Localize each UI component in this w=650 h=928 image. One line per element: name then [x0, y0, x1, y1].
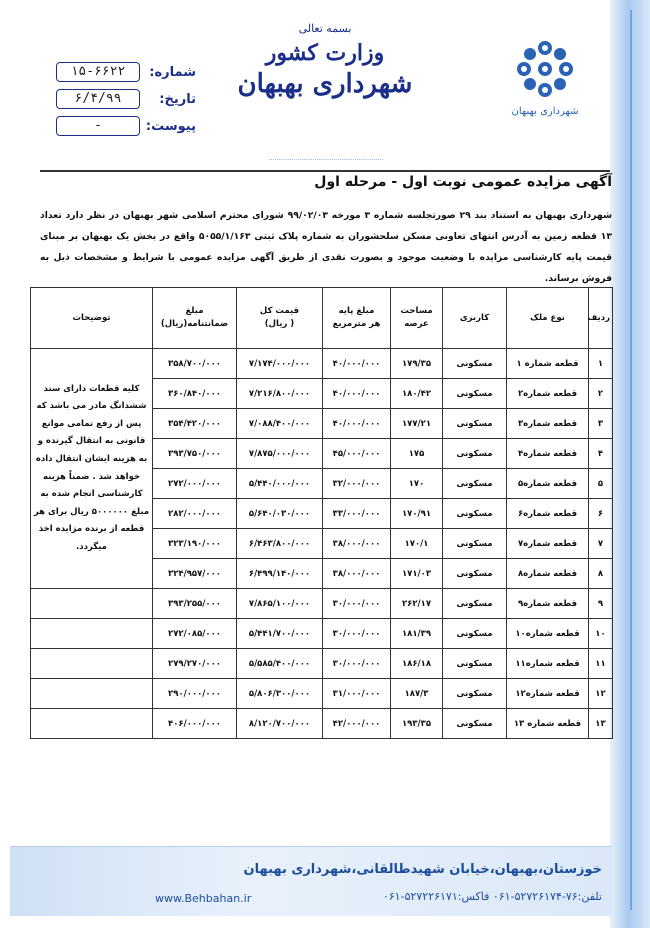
cell-base-price: ۴۵/۰۰۰/۰۰۰ [323, 439, 391, 469]
cell-base-price: ۴۲/۰۰۰/۰۰۰ [323, 709, 391, 739]
table-row [31, 649, 613, 679]
cell-property-type: قطعه شماره ۱ [507, 349, 589, 379]
cell-usage: مسکونی [443, 589, 507, 619]
cell-row-number: ۳ [589, 409, 613, 439]
header-total-price [237, 288, 323, 349]
emblem-icon [514, 38, 576, 100]
cell-total-price: ۵/۸۰۶/۳۰۰/۰۰۰ [237, 679, 323, 709]
cell-row-number: ۶ [589, 499, 613, 529]
header-total-line2: ( ریال) [264, 319, 295, 329]
cell-property-type: قطعه شماره ۱۳ [507, 709, 589, 739]
ministry-name: وزارت کشور [265, 40, 385, 66]
cell-base-price: ۳۸/۰۰۰/۰۰۰ [323, 559, 391, 589]
cell-area: ۱۸۶/۱۸ [391, 649, 443, 679]
cell-area: ۱۷۰/۹۱ [391, 499, 443, 529]
cell-guarantee: ۳۲۳/۱۹۰/۰۰۰ [153, 529, 237, 559]
cell-usage: مسکونی [443, 679, 507, 709]
cell-notes-empty [31, 709, 153, 739]
cell-total-price: ۵/۴۴۱/۷۰۰/۰۰۰ [237, 619, 323, 649]
cell-total-price: ۷/۸۷۵/۰۰۰/۰۰۰ [237, 439, 323, 469]
cell-base-price: ۳۱/۰۰۰/۰۰۰ [323, 679, 391, 709]
cell-usage: مسکونی [443, 649, 507, 679]
cell-property-type: قطعه شماره۸ [507, 559, 589, 589]
notice-title: آگهی مزایده عمومی نوبت اول - مرحله اول [314, 174, 612, 190]
municipality-name: شهرداری بهبهان [237, 69, 413, 99]
cell-area: ۱۸۰/۴۲ [391, 379, 443, 409]
header-area-line2: عرصه [404, 319, 429, 329]
cell-notes-empty [31, 619, 153, 649]
cell-row-number: ۲ [589, 379, 613, 409]
cell-property-type: قطعه شماره۵ [507, 469, 589, 499]
number-label: شماره: [149, 64, 196, 80]
cell-total-price: ۶/۴۶۳/۸۰۰/۰۰۰ [237, 529, 323, 559]
cell-property-type: قطعه شماره۱۰ [507, 619, 589, 649]
cell-property-type: قطعه شماره۱۲ [507, 679, 589, 709]
cell-total-price: ۵/۶۴۰/۰۳۰/۰۰۰ [237, 499, 323, 529]
cell-area: ۱۷۹/۳۵ [391, 349, 443, 379]
cell-row-number: ۱ [589, 349, 613, 379]
cell-total-price: ۶/۴۹۹/۱۴۰/۰۰۰ [237, 559, 323, 589]
footer-address: خوزستان،بهبهان،خیابان شهیدطالقانی،شهرداری بهبهان [243, 862, 602, 877]
cell-usage: مسکونی [443, 559, 507, 589]
cell-usage: مسکونی [443, 499, 507, 529]
cell-total-price: ۷/۰۸۸/۴۰۰/۰۰۰ [237, 409, 323, 439]
cell-row-number: ۱۱ [589, 649, 613, 679]
cell-row-number: ۷ [589, 529, 613, 559]
letter-meta [46, 60, 196, 141]
cell-notes-empty [31, 649, 153, 679]
cell-total-price: ۸/۱۲۰/۷۰۰/۰۰۰ [237, 709, 323, 739]
date-row [46, 87, 196, 111]
cell-total-price: ۵/۴۴۰/۰۰۰/۰۰۰ [237, 469, 323, 499]
cell-usage: مسکونی [443, 379, 507, 409]
cell-total-price: ۵/۵۸۵/۴۰۰/۰۰۰ [237, 649, 323, 679]
cell-notes-empty [31, 589, 153, 619]
notice-intro: شهرداری بهبهان به استناد بند ۲۹ صورتجلسه شماره ۳ مورخه ۹۹/۰۲/۰۳ شورای محترم اسلامی شهر بهبهان در نظر دارد تعداد ۱۳ قطعه زمین به آدرس انتهای تعاونی مسکن سلحشوران به شماره پلاک ثبتی ۵۰۵۵/۱/۱۶۳ واقع در بخش یک بهبهان بر مبنای قیمت پایه کارشناسی مزایده با وضعیت موجود و بصورت نقدی از طریق آگهی مزایده عمومی با شرایط و مشخصات ذیل به فروش برساند. [40, 210, 613, 284]
cell-property-type: قطعه شماره۹ [507, 589, 589, 619]
header-guarantee-line2: ضمانتنامه(ریال) [160, 319, 229, 329]
cell-property-type: قطعه شماره۶ [507, 499, 589, 529]
header-base-price [323, 288, 391, 349]
footer-contact: تلفن:۷۶-۵۲۷۲۶۱۷۴-۰۶۱ فاکس:۵۲۷۲۲۶۱۷۱-۰۶۱ [382, 890, 602, 903]
cell-base-price: ۳۸/۰۰۰/۰۰۰ [323, 529, 391, 559]
cell-area: ۱۸۱/۳۹ [391, 619, 443, 649]
cell-guarantee: ۳۲۴/۹۵۷/۰۰۰ [153, 559, 237, 589]
attachment-label: پیوست: [145, 118, 196, 134]
cell-row-number: ۸ [589, 559, 613, 589]
cell-usage: مسکونی [443, 409, 507, 439]
letterhead-slogan: ............................................................ [268, 155, 384, 162]
cell-notes: کلیه قطعات دارای سند ششدانگ مادر می باشد که پس از رفع تمامی موانع قانونی به انتقال گیرنده و به هزینه ایشان انتقال داده خواهد شد . ضمناً هزینه کارشناسی انجام شده به مبلغ ۵۰۰۰۰۰۰ ریال برای هر قطعه از برنده مزایده اخذ میگردد. [31, 349, 153, 589]
cell-base-price: ۳۰/۰۰۰/۰۰۰ [323, 649, 391, 679]
table-row [31, 589, 613, 619]
header-total-line1: قیمت کل [259, 306, 300, 316]
table-row [31, 619, 613, 649]
cell-notes-empty [31, 679, 153, 709]
header-area [391, 288, 443, 349]
decorative-side-line [630, 10, 632, 910]
table-header-row [31, 288, 613, 349]
cell-usage: مسکونی [443, 439, 507, 469]
cell-usage: مسکونی [443, 709, 507, 739]
cell-total-price: ۷/۲۱۶/۸۰۰/۰۰۰ [237, 379, 323, 409]
table-row [31, 349, 613, 379]
cell-guarantee: ۲۷۹/۲۷۰/۰۰۰ [153, 649, 237, 679]
cell-property-type: قطعه شماره۱۱ [507, 649, 589, 679]
cell-base-price: ۴۰/۰۰۰/۰۰۰ [323, 409, 391, 439]
cell-area: ۱۷۱/۰۳ [391, 559, 443, 589]
cell-base-price: ۴۰/۰۰۰/۰۰۰ [323, 349, 391, 379]
cell-area: ۱۷۷/۲۱ [391, 409, 443, 439]
header-usage: کاربری [443, 288, 507, 349]
attachment-value: - [56, 116, 140, 136]
cell-guarantee: ۳۵۴/۴۲۰/۰۰۰ [153, 409, 237, 439]
footer-website: www.Behbahan.ir [155, 892, 252, 905]
date-label: تاریخ: [159, 91, 196, 107]
lots-table [30, 287, 613, 739]
footer-band [10, 846, 612, 916]
cell-property-type: قطعه شماره۳ [507, 409, 589, 439]
cell-area: ۱۹۳/۳۵ [391, 709, 443, 739]
header-notes: توضیحات [31, 288, 153, 349]
cell-guarantee: ۳۹۳/۷۵۰/۰۰۰ [153, 439, 237, 469]
cell-usage: مسکونی [443, 529, 507, 559]
cell-guarantee: ۲۸۲/۰۰۰/۰۰۰ [153, 499, 237, 529]
header-row-number: ردیف [589, 288, 613, 349]
cell-guarantee: ۴۰۶/۰۰۰/۰۰۰ [153, 709, 237, 739]
cell-row-number: ۹ [589, 589, 613, 619]
cell-total-price: ۷/۸۶۵/۱۰۰/۰۰۰ [237, 589, 323, 619]
cell-area: ۱۷۵ [391, 439, 443, 469]
date-value: ۶/۴/۹۹ [56, 89, 140, 109]
cell-usage: مسکونی [443, 469, 507, 499]
cell-row-number: ۱۲ [589, 679, 613, 709]
header-property-type: نوع ملک [507, 288, 589, 349]
bism-text: بسمه تعالی [298, 22, 352, 35]
cell-usage: مسکونی [443, 619, 507, 649]
cell-base-price: ۳۰/۰۰۰/۰۰۰ [323, 589, 391, 619]
cell-guarantee: ۳۹۳/۲۵۵/۰۰۰ [153, 589, 237, 619]
cell-row-number: ۴ [589, 439, 613, 469]
cell-area: ۱۷۰ [391, 469, 443, 499]
cell-base-price: ۴۰/۰۰۰/۰۰۰ [323, 379, 391, 409]
cell-row-number: ۱۳ [589, 709, 613, 739]
cell-property-type: قطعه شماره۲ [507, 379, 589, 409]
cell-area: ۱۸۷/۳ [391, 679, 443, 709]
cell-base-price: ۳۳/۰۰۰/۰۰۰ [323, 499, 391, 529]
table-row [31, 679, 613, 709]
header-guarantee [153, 288, 237, 349]
cell-base-price: ۳۲/۰۰۰/۰۰۰ [323, 469, 391, 499]
cell-guarantee: ۲۹۰/۰۰۰/۰۰۰ [153, 679, 237, 709]
municipality-logo [500, 38, 590, 117]
header-base-line2: هر مترمربع [332, 319, 381, 329]
table-row [31, 709, 613, 739]
cell-total-price: ۷/۱۷۴/۰۰۰/۰۰۰ [237, 349, 323, 379]
cell-property-type: قطعه شماره۴ [507, 439, 589, 469]
cell-guarantee: ۳۵۸/۷۰۰/۰۰۰ [153, 349, 237, 379]
cell-usage: مسکونی [443, 349, 507, 379]
number-row [46, 60, 196, 84]
attachment-row [46, 114, 196, 138]
logo-caption: شهرداری بهبهان [511, 106, 579, 117]
cell-property-type: قطعه شماره۷ [507, 529, 589, 559]
cell-guarantee: ۳۶۰/۸۴۰/۰۰۰ [153, 379, 237, 409]
lots-table-body [31, 349, 613, 739]
cell-area: ۲۶۲/۱۷ [391, 589, 443, 619]
cell-area: ۱۷۰/۱ [391, 529, 443, 559]
cell-base-price: ۳۰/۰۰۰/۰۰۰ [323, 619, 391, 649]
letterhead-title [225, 22, 425, 101]
header-guarantee-line1: مبلغ [185, 306, 204, 316]
cell-guarantee: ۲۷۲/۰۰۰/۰۰۰ [153, 469, 237, 499]
cell-guarantee: ۲۷۲/۰۸۵/۰۰۰ [153, 619, 237, 649]
number-value: ۱۵-۶۶۲۲ [56, 62, 140, 82]
header-base-line1: مبلغ پایه [338, 306, 375, 316]
cell-row-number: ۵ [589, 469, 613, 499]
cell-row-number: ۱۰ [589, 619, 613, 649]
footer [0, 846, 612, 916]
header-area-line1: مساحت [400, 306, 433, 316]
